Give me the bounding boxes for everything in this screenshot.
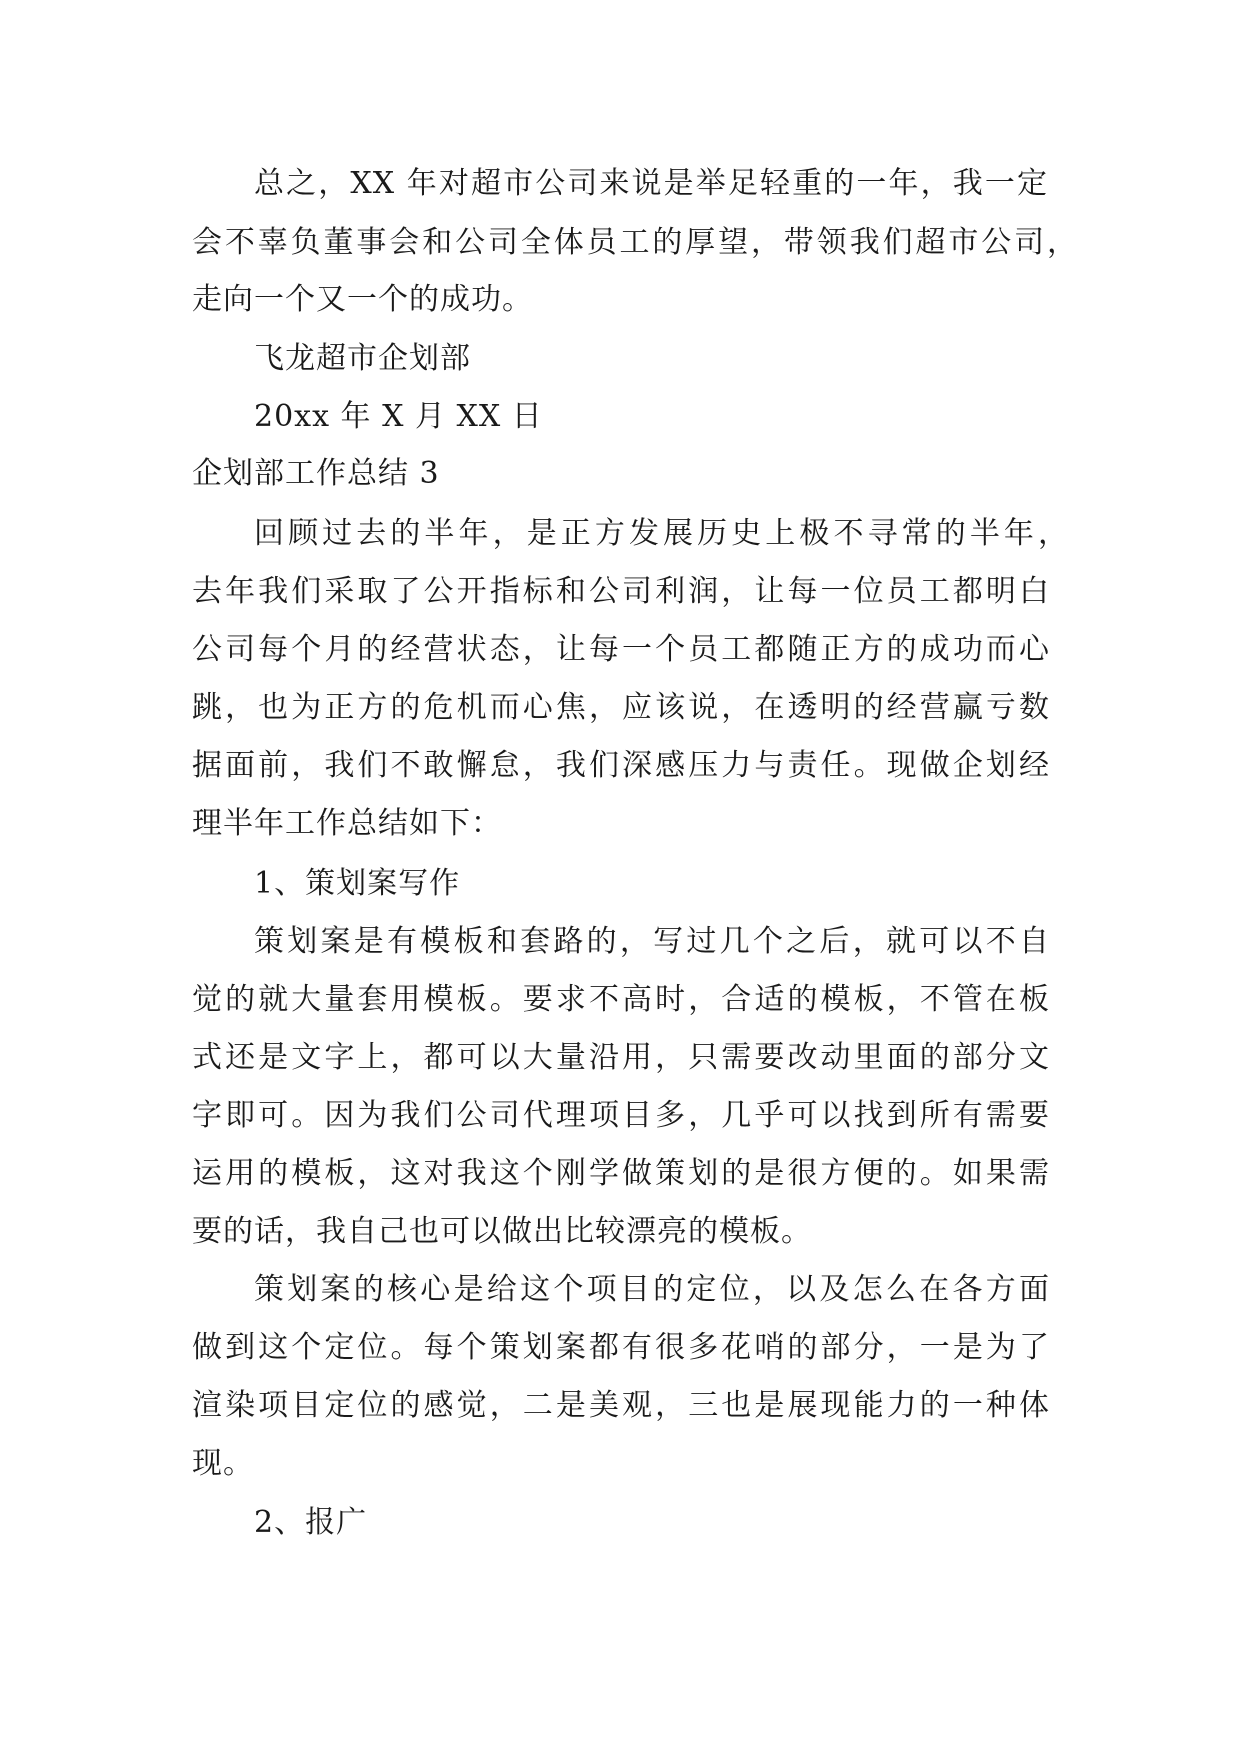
subsection-heading: 1、策划案写作 (254, 866, 461, 901)
paragraph-line: 渲染项目定位的感觉，二是美观，三也是展现能力的一种体 (192, 1388, 1050, 1423)
paragraph-line: 觉的就大量套用模板。要求不高时，合适的模板，不管在板 (192, 982, 1050, 1017)
paragraph-line: 策划案的核心是给这个项目的定位，以及怎么在各方面 (254, 1272, 1050, 1307)
section-heading: 企划部工作总结 3 (192, 456, 440, 491)
subsection-heading: 2、报广 (254, 1505, 368, 1540)
paragraph-line: 去年我们采取了公开指标和公司利润，让每一位员工都明白 (192, 574, 1050, 609)
paragraph-line: 总之，XX 年对超市公司来说是举足轻重的一年，我一定 (254, 166, 1048, 201)
paragraph-line: 要的话，我自己也可以做出比较漂亮的模板。 (192, 1214, 812, 1249)
paragraph-line: 现。 (192, 1446, 254, 1481)
paragraph-line: 走向一个又一个的成功。 (192, 282, 533, 317)
signature-date: 20xx 年 X 月 XX 日 (254, 399, 543, 434)
paragraph-line: 公司每个月的经营状态，让每一个员工都随正方的成功而心 (192, 632, 1050, 667)
paragraph-line: 理半年工作总结如下： (192, 806, 502, 841)
paragraph-line: 跳，也为正方的危机而心焦，应该说，在透明的经营赢亏数 (192, 690, 1050, 725)
paragraph-line: 式还是文字上，都可以大量沿用，只需要改动里面的部分文 (192, 1040, 1050, 1075)
paragraph-line: 回顾过去的半年，是正方发展历史上极不寻常的半年， (254, 516, 1069, 551)
paragraph-line: 字即可。因为我们公司代理项目多，几乎可以找到所有需要 (192, 1098, 1050, 1133)
paragraph-line: 运用的模板，这对我这个刚学做策划的是很方便的。如果需 (192, 1156, 1050, 1191)
signature-department: 飞龙超市企划部 (254, 341, 471, 376)
paragraph-line: 策划案是有模板和套路的，写过几个之后，就可以不自 (254, 924, 1050, 959)
paragraph-line: 会不辜负董事会和公司全体员工的厚望，带领我们超市公司， (192, 225, 1078, 260)
paragraph-line: 做到这个定位。每个策划案都有很多花哨的部分，一是为了 (192, 1330, 1050, 1365)
paragraph-line: 据面前，我们不敢懈怠，我们深感压力与责任。现做企划经 (192, 748, 1050, 783)
